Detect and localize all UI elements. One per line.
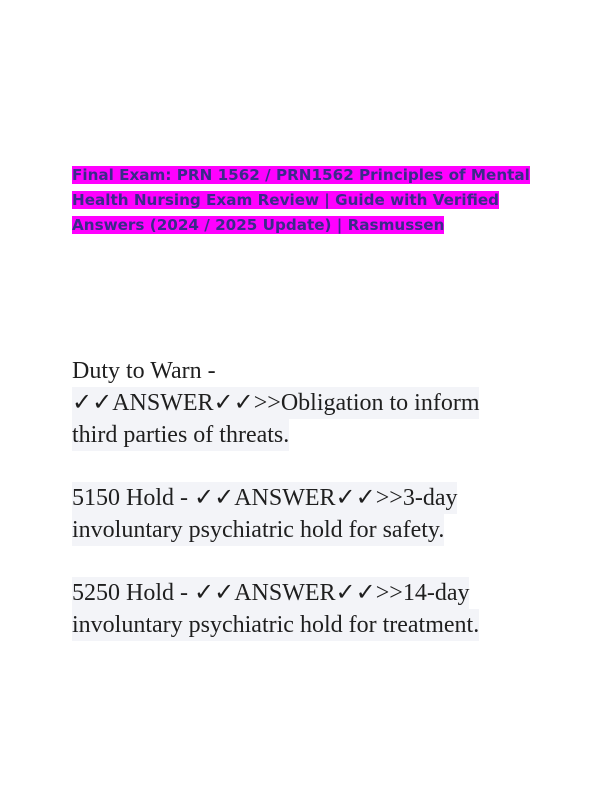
answer-text: involuntary psychiatric hold for safety. <box>72 514 444 546</box>
title-line: Answers (2024 / 2025 Update) | Rasmussen <box>72 216 445 234</box>
question-text: Duty to Warn - <box>72 358 216 384</box>
question-answer-text: 5150 Hold - ✓✓ANSWER✓✓>>3-day <box>72 482 457 514</box>
answer-text: ✓✓ANSWER✓✓>>Obligation to inform <box>72 387 479 419</box>
qa-list <box>72 355 542 672</box>
qa-item-duty-to-warn <box>72 355 542 451</box>
title-line: Health Nursing Exam Review | Guide with Verified <box>72 191 500 209</box>
answer-text: involuntary psychiatric hold for treatment. <box>72 609 479 641</box>
qa-item-5150-hold <box>72 482 542 546</box>
document-title <box>72 163 544 238</box>
question-answer-text: 5250 Hold - ✓✓ANSWER✓✓>>14-day <box>72 577 469 609</box>
title-line: Final Exam: PRN 1562 / PRN1562 Principles of Mental <box>72 166 530 184</box>
qa-item-5250-hold <box>72 577 542 641</box>
answer-text: third parties of threats. <box>72 419 289 451</box>
